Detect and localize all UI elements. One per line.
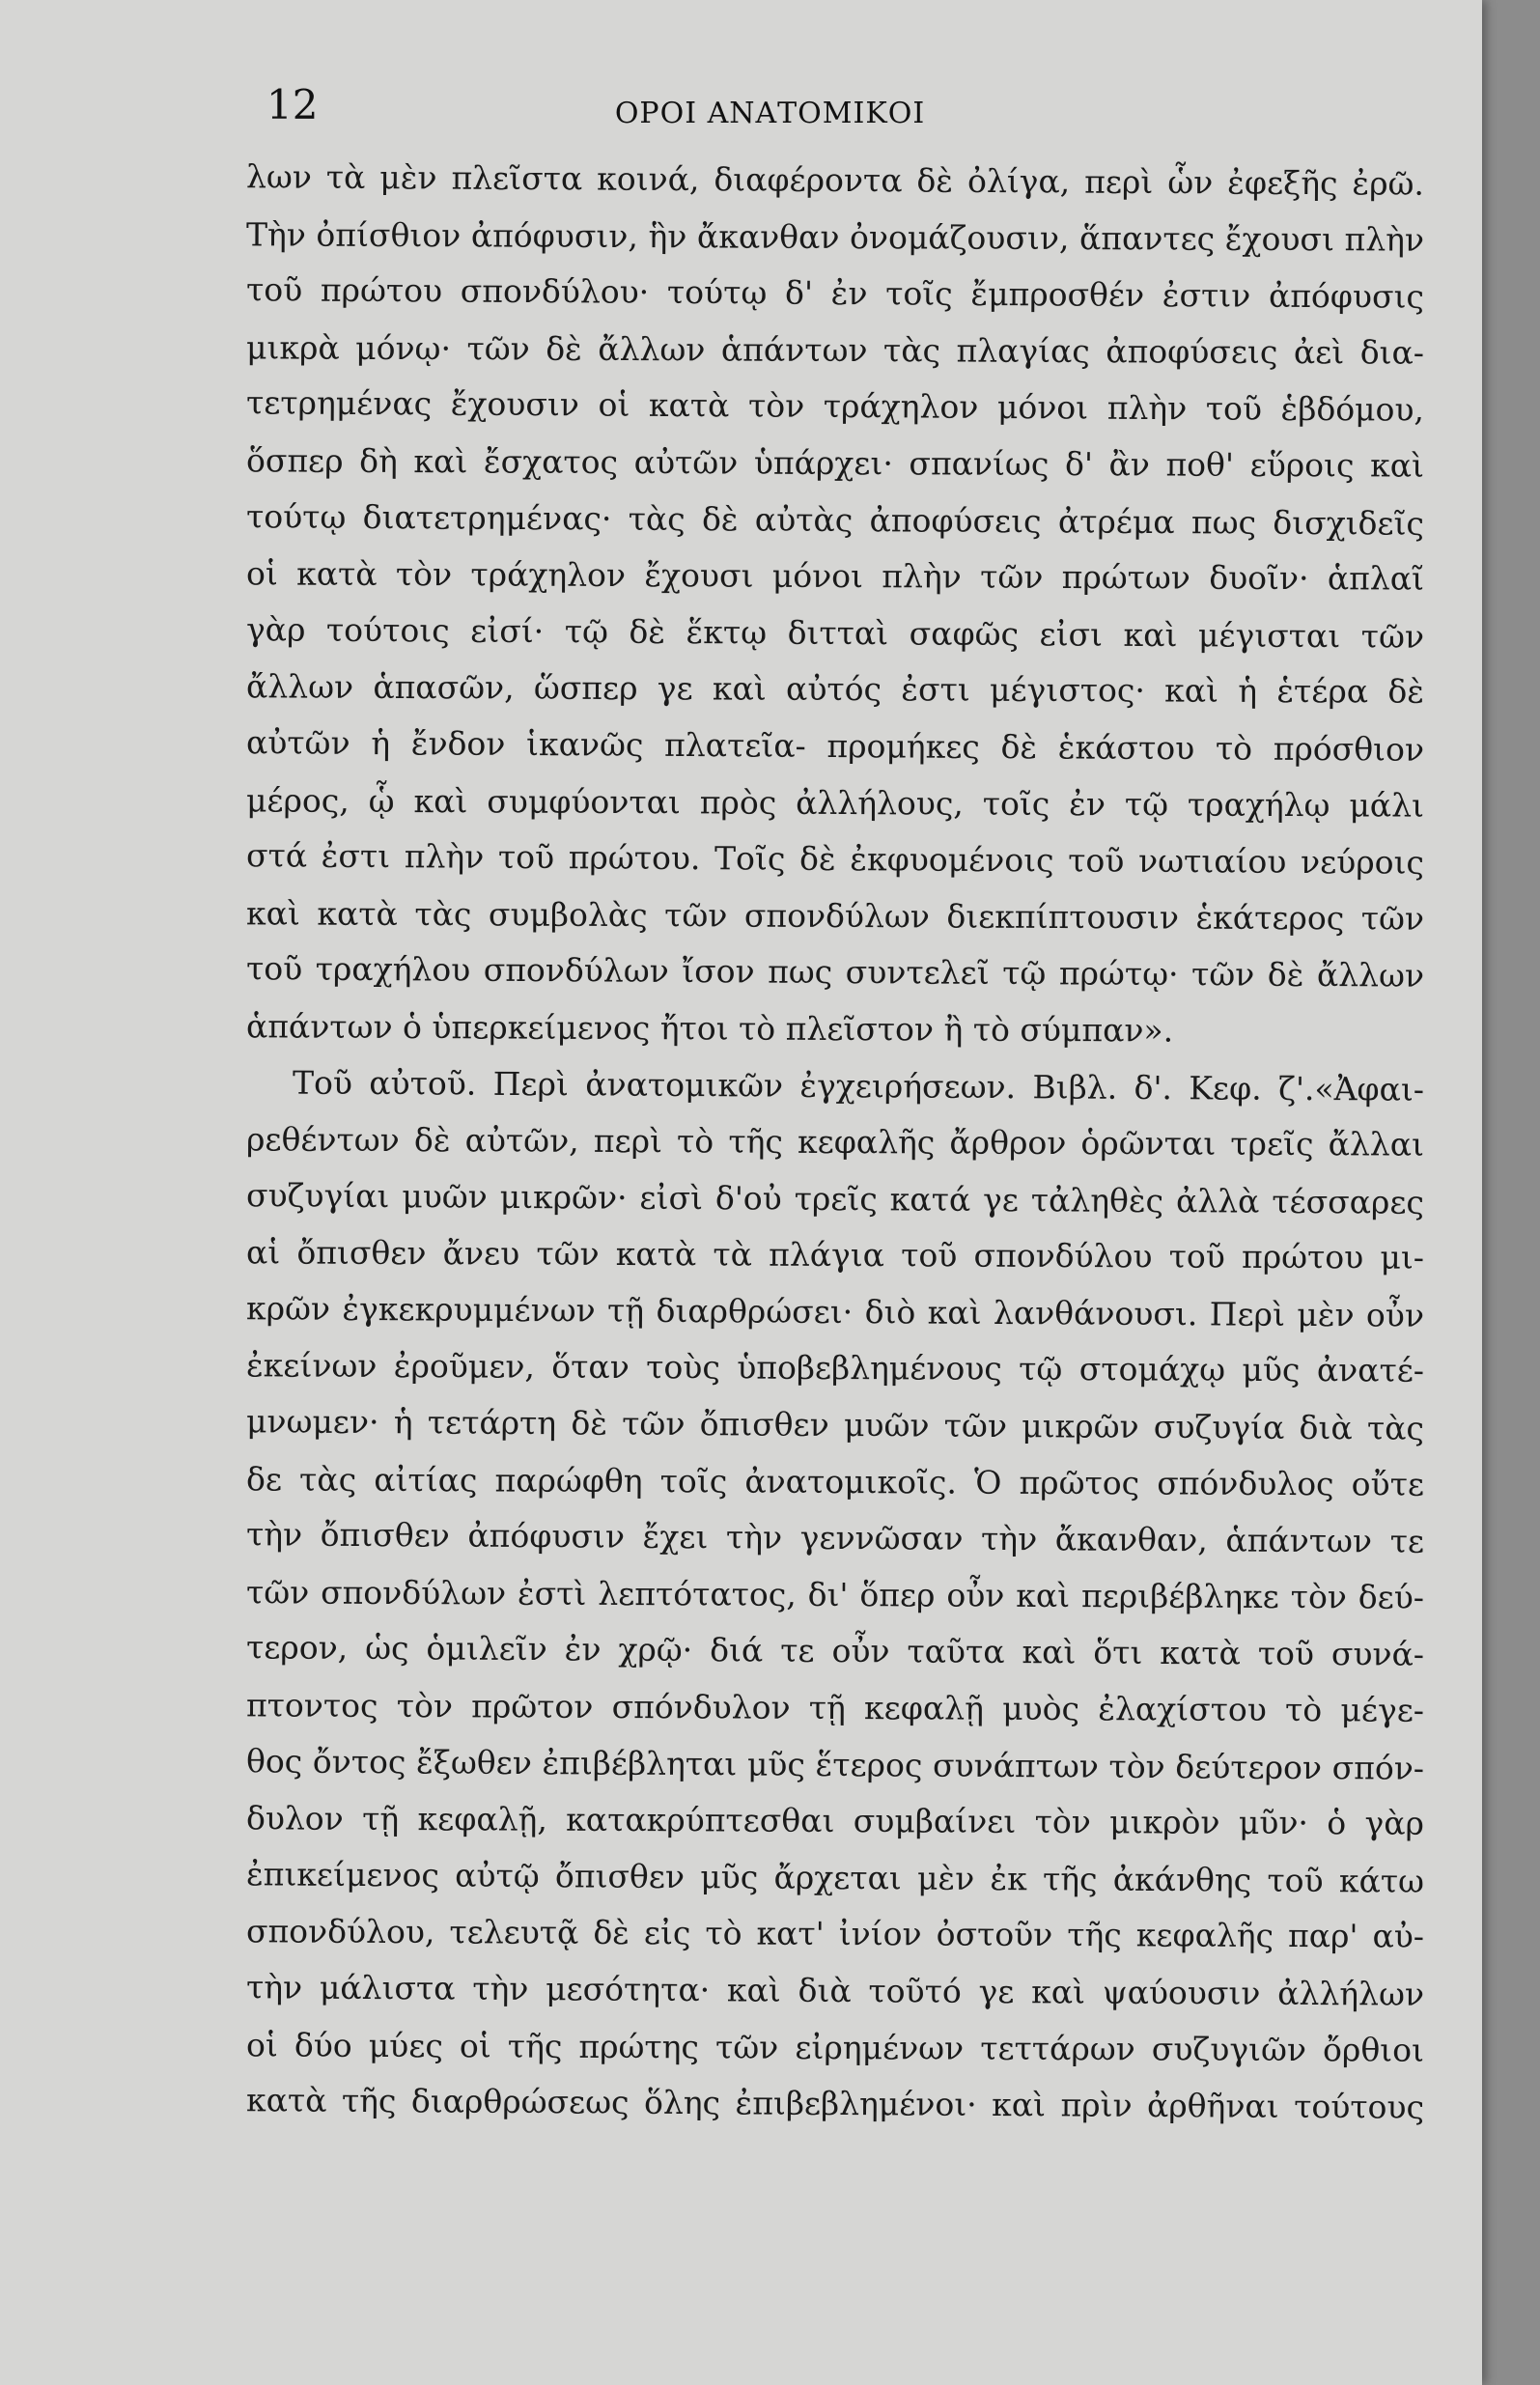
text-line: ἄλλων ἁπασῶν, ὥσπερ γε καὶ αὐτός ἐστι μέγιστος· καὶ ἡ ἑτέρα δὲ	[245, 667, 1425, 712]
text-line: αὐτῶν ἡ ἔνδον ἱκανῶς πλατεῖα- προμήκες δὲ ἑκάστου τὸ πρόσθιον	[245, 723, 1425, 769]
text-line: οἱ κατὰ τὸν τράχηλον ἔχουσι μόνοι πλὴν τῶν πρώτων δυοῖν· ἁπλαῖ	[245, 554, 1425, 598]
text-line: τοῦ τραχήλου σπονδύλων ἴσον πως συντελεῖ τῷ πρώτῳ· τῶν δὲ ἄλλων	[245, 949, 1425, 996]
text-line: στά ἐστι πλὴν τοῦ πρώτου. Τοῖς δὲ ἐκφυομένοις τοῦ νωτιαίου νεύροις	[245, 836, 1425, 882]
body-text	[246, 153, 1424, 2133]
text-line: τῶν σπονδύλων ἐστὶ λεπτότατος, δι' ὅπερ οὖν καὶ περιβέβληκε τὸν δεύ-	[245, 1573, 1425, 1616]
text-line: γὰρ τούτοις εἰσί· τῷ δὲ ἕκτῳ διτταὶ σαφῶς εἰσι καὶ μέγισται τῶν	[245, 610, 1425, 656]
text-line: καὶ κατὰ τὰς συμβολὰς τῶν σπονδύλων διεκπίπτουσιν ἑκάτερος τῶν	[245, 894, 1425, 938]
text-line: πτοντος τὸν πρῶτον σπόνδυλον τῇ κεφαλῇ μυὸς ἐλαχίστου τὸ μέγε-	[245, 1686, 1425, 1729]
text-line: ἐκείνων ἐροῦμεν, ὅταν τοὺς ὑποβεβλημένους τῷ στομάχῳ μῦς ἀνατέ-	[245, 1346, 1425, 1390]
text-line: ὅσπερ δὴ καὶ ἔσχατος αὐτῶν ὑπάρχει· σπανίως δ' ἂν ποθ' εὕροις καὶ	[245, 441, 1425, 485]
text-line: τερον, ὡς ὁμιλεῖν ἐν χρῷ· διά τε οὖν ταῦτα καὶ ὅτι κατὰ τοῦ συνά-	[245, 1628, 1425, 1674]
running-head: ΟΡΟΙ ΑΝΑΤΟΜΙΚΟΙ	[614, 97, 926, 130]
text-line: σπονδύλου, τελευτᾷ δὲ εἰς τὸ κατ' ἰνίον ὀστοῦν τῆς κεφαλῆς παρ' αὐ-	[245, 1912, 1425, 1956]
text-line: ἐπικείμενος αὐτῷ ὄπισθεν μῦς ἄρχεται μὲν ἐκ τῆς ἀκάνθης τοῦ κάτω	[245, 1855, 1425, 1900]
text-line: αἱ ὄπισθεν ἄνευ τῶν κατὰ τὰ πλάγια τοῦ σπονδύλου τοῦ πρώτου μι-	[245, 1233, 1425, 1277]
text-line: τὴν ὄπισθεν ἀπόφυσιν ἔχει τὴν γεννῶσαν τὴν ἄκανθαν, ἁπάντων τε	[245, 1515, 1425, 1560]
text-line: τετρημένας ἔχουσιν οἱ κατὰ τὸν τράχηλον μόνοι πλὴν τοῦ ἑβδόμου,	[245, 383, 1425, 430]
text-line: Τὴν ὀπίσθιον ἀπόφυσιν, ἣν ἄκανθαν ὀνομάζουσιν, ἅπαντες ἔχουσι πλὴν	[245, 214, 1425, 259]
text-line: τοῦ πρώτου σπονδύλου· τούτῳ δ' ἐν τοῖς ἔμπροσθέν ἐστιν ἀπόφυσις	[245, 270, 1425, 316]
text-line: μέρος, ᾧ καὶ συμφύονται πρὸς ἀλλήλους, τοῖς ἐν τῷ τραχήλῳ μάλι	[245, 780, 1425, 825]
text-line: δυλον τῇ κεφαλῇ, κατακρύπτεσθαι συμβαίνει τὸν μικρὸν μῦν· ὁ γὰρ	[245, 1799, 1425, 1842]
text-line: συζυγίαι μυῶν μικρῶν· εἰσὶ δ'οὐ τρεῖς κατά γε τἀληθὲς ἀλλὰ τέσσαρες	[245, 1175, 1425, 1221]
text-line: μνωμεν· ἡ τετάρτη δὲ τῶν ὄπισθεν μυῶν τῶν μικρῶν συζυγία διὰ τὰς	[245, 1402, 1425, 1447]
text-line: δε τὰς αἰτίας παρώφθη τοῖς ἀνατομικοῖς. Ὁ πρῶτος σπόνδυλος οὔτε	[245, 1459, 1425, 1503]
text-line: ἁπάντων ὁ ὑπερκείμενος ἤτοι τὸ πλεῖστον ἢ τὸ σύμπαν».	[245, 1007, 1174, 1050]
text-line: θος ὄντος ἔξωθεν ἐπιβέβληται μῦς ἕτερος συνάπτων τὸν δεύτερον σπόν-	[245, 1741, 1425, 1787]
text-line: κατὰ τῆς διαρθρώσεως ὅλης ἐπιβεβλημένοι· καὶ πρὶν ἀρθῆναι τούτους	[245, 2081, 1425, 2126]
text-line: τὴν μάλιστα τὴν μεσότητα· καὶ διὰ τοῦτό γε καὶ ψαύουσιν ἀλλήλων	[245, 1968, 1425, 2013]
text-line: μικρὰ μόνῳ· τῶν δὲ ἄλλων ἁπάντων τὰς πλαγίας ἀποφύσεις ἀεὶ δια-	[245, 328, 1425, 372]
text-line: λων τὰ μὲν πλεῖστα κοινά, διαφέροντα δὲ ὀλίγα, περὶ ὧν ἐφεξῆς ἐρῶ.	[245, 157, 1425, 203]
text-line: κρῶν ἐγκεκρυμμένων τῇ διαρθρώσει· διὸ καὶ λανθάνουσι. Περὶ μὲν οὖν	[245, 1289, 1425, 1334]
page-number: 12	[266, 81, 319, 128]
text-line: οἱ δύο μύες οἱ τῆς πρώτης τῶν εἰρημένων τεττάρων συζυγιῶν ὄρθιοι	[245, 2025, 1425, 2069]
text-line: Τοῦ αὐτοῦ. Περὶ ἀνατομικῶν ἐγχειρήσεων. Βιβλ. δ'. Κεφ. ζ'.«Ἀφαι-	[292, 1063, 1425, 1108]
text-line: τούτῳ διατετρημένας· τὰς δὲ αὐτὰς ἀποφύσεις ἀτρέμα πως δισχιδεῖς	[245, 496, 1425, 543]
text-line: ρεθέντων δὲ αὐτῶν, περὶ τὸ τῆς κεφαλῆς ἄρθρον ὁρῶνται τρεῖς ἄλλαι	[245, 1120, 1425, 1164]
